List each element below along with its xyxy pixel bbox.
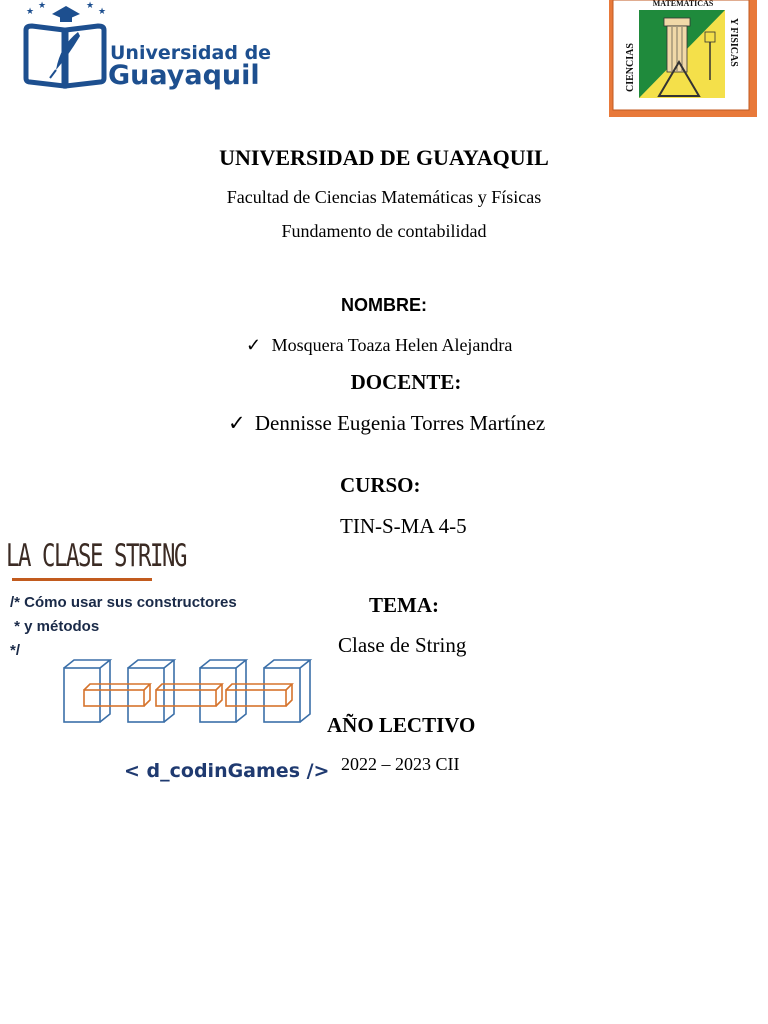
- faculty-name: Facultad de Ciencias Matemáticas y Físicas: [226, 187, 542, 207]
- anio-label: AÑO LECTIVO: [327, 713, 476, 737]
- curso-value: TIN-S-MA 4-5: [340, 514, 467, 538]
- university-title: UNIVERSIDAD DE GUAYAQUIL: [219, 145, 549, 170]
- svg-text:★: ★: [38, 1, 47, 11]
- docente-value: Dennisse Eugenia Torres Martínez: [254, 411, 546, 435]
- docente-value-row: [228, 411, 545, 436]
- logo-line-1: Universidad de: [110, 42, 272, 64]
- checkmark-icon: ✓: [246, 335, 262, 355]
- university-emblem-icon: [20, 0, 120, 96]
- illustration-code-line-1: /* Cómo usar sus constructores: [10, 594, 237, 611]
- seal-left-text: CIENCIAS: [625, 43, 636, 92]
- seal-right-text: Y FISICAS: [728, 18, 739, 67]
- logo-line-2: Guayaquil: [108, 60, 260, 91]
- subject-name: Fundamento de contabilidad: [281, 221, 487, 241]
- illustration-title: LA CLASE STRING: [6, 538, 186, 574]
- svg-text:★: ★: [26, 7, 35, 17]
- svg-text:★: ★: [98, 7, 107, 17]
- curso-label: CURSO:: [340, 473, 421, 497]
- codingames-signature: < d_codinGames />: [124, 760, 330, 782]
- faculty-seal: [609, 0, 757, 117]
- checkmark-icon: ✓: [228, 411, 246, 435]
- anio-value: 2022 – 2023 CII: [341, 754, 460, 774]
- illustration-code-line-2: * y métodos: [10, 618, 100, 635]
- nombre-value-row: [246, 335, 512, 356]
- seal-top-text: MATEMATICAS: [652, 0, 714, 8]
- illustration-code-line-3: */: [10, 642, 21, 659]
- tema-value: Clase de String: [338, 633, 467, 657]
- string-chain-diagram: [60, 654, 320, 726]
- nombre-label: NOMBRE:: [341, 295, 427, 315]
- faculty-seal-icon: [609, 0, 757, 117]
- tema-label: TEMA:: [369, 593, 439, 617]
- nombre-value: Mosquera Toaza Helen Alejandra: [271, 335, 513, 355]
- svg-text:★: ★: [86, 1, 95, 11]
- title-underline: [12, 578, 152, 581]
- docente-label: DOCENTE:: [350, 370, 462, 394]
